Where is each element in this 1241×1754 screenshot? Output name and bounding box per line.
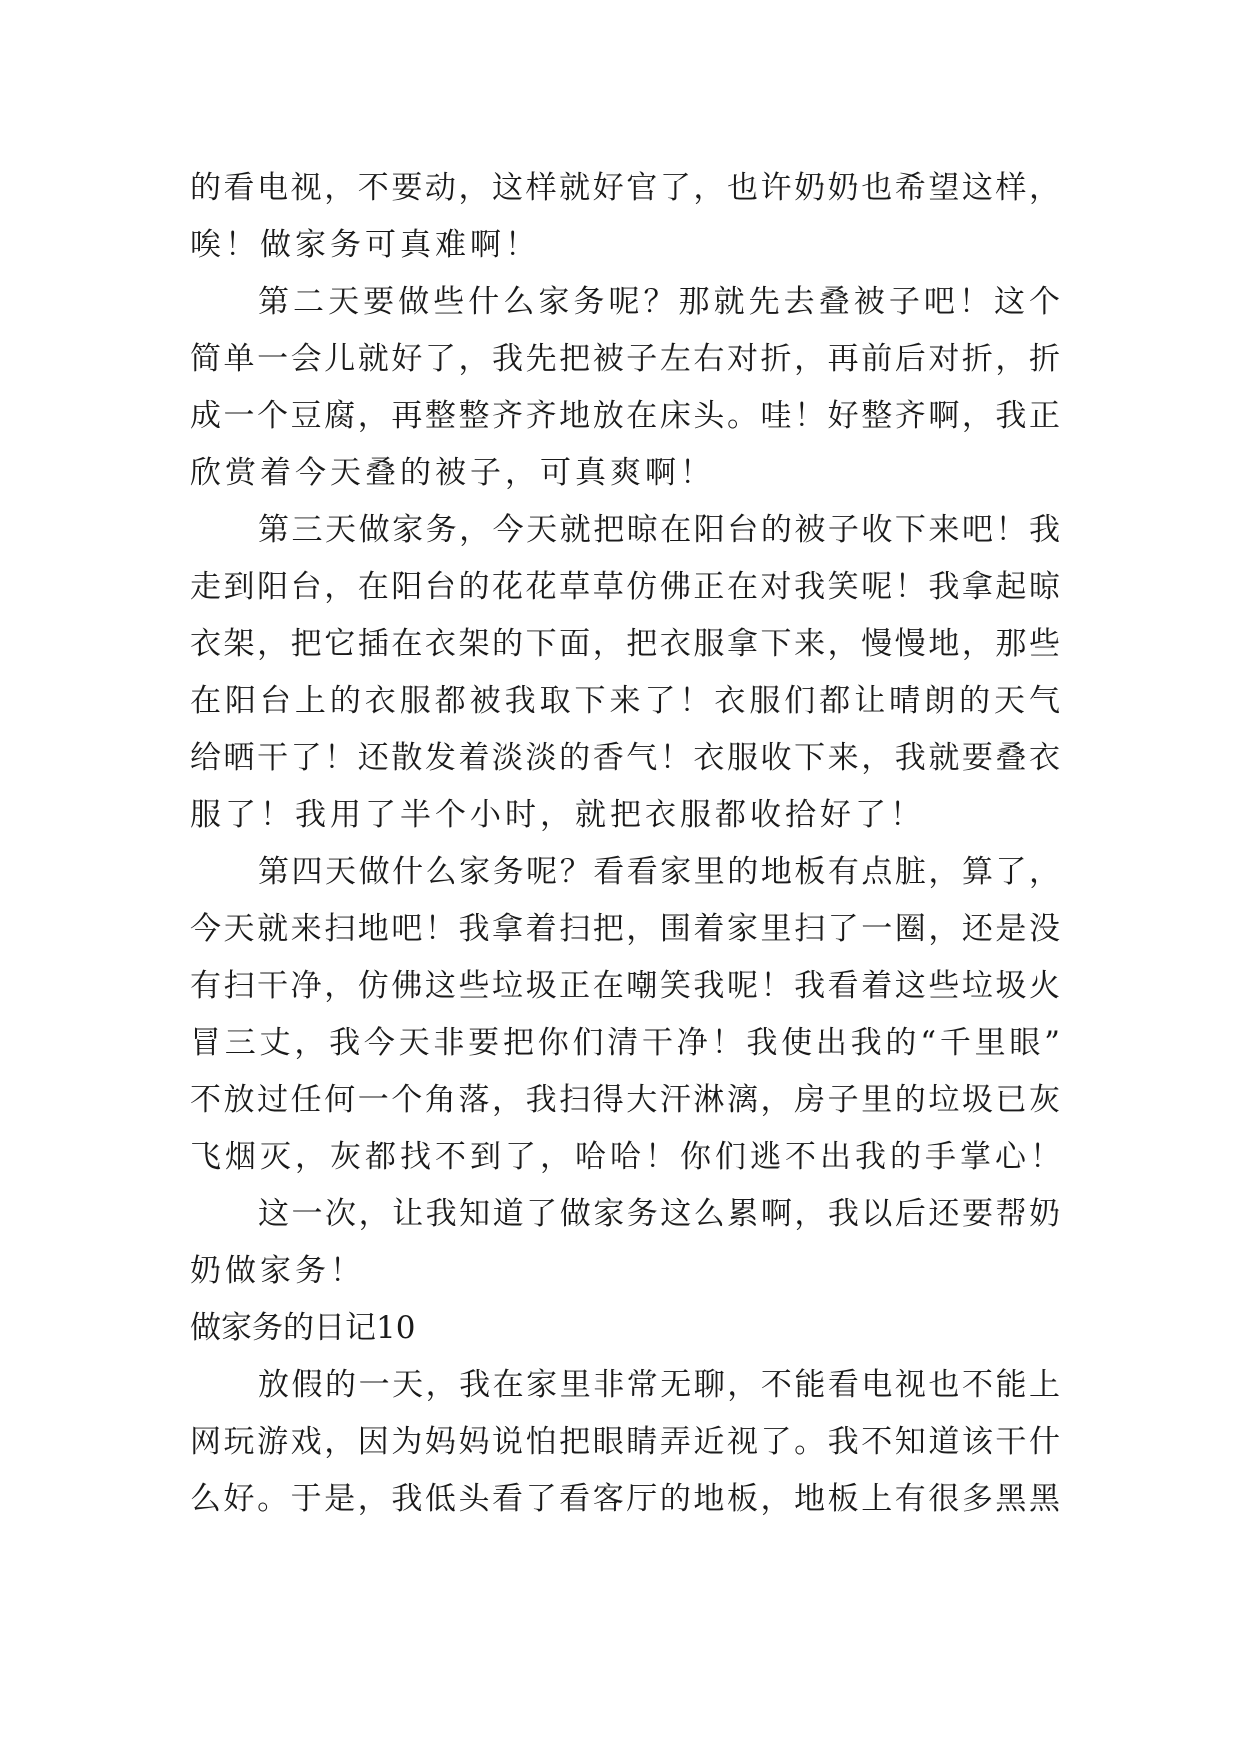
text-line: 的看电视，不要动，这样就好官了，也许奶奶也希望这样， bbox=[190, 170, 1060, 206]
text-line: 奶做家务！ bbox=[190, 1253, 365, 1289]
text-line: 网玩游戏，因为妈妈说怕把眼睛弄近视了。我不知道该干什 bbox=[190, 1424, 1060, 1460]
text-line: 今天就来扫地吧！我拿着扫把，围着家里扫了一圈，还是没 bbox=[190, 911, 1060, 947]
text-line: 服了！我用了半个小时，就把衣服都收拾好了！ bbox=[190, 797, 925, 833]
section-heading: 做家务的日记10 bbox=[190, 1310, 416, 1346]
text-line: 飞烟灭，灰都找不到了，哈哈！你们逃不出我的手掌心！ bbox=[190, 1139, 1065, 1175]
text-line: 唉！做家务可真难啊！ bbox=[190, 227, 540, 263]
text-line: 放假的一天，我在家里非常无聊，不能看电视也不能上 bbox=[258, 1367, 1060, 1403]
text-line: 第三天做家务，今天就把晾在阳台的被子收下来吧！我 bbox=[258, 512, 1060, 548]
text-line: 第四天做什么家务呢？看看家里的地板有点脏，算了， bbox=[258, 854, 1060, 890]
text-line: 衣架，把它插在衣架的下面，把衣服拿下来，慢慢地，那些 bbox=[190, 626, 1060, 662]
text-line: 第二天要做些什么家务呢？那就先去叠被子吧！这个 bbox=[258, 284, 1060, 320]
text-line: 欣赏着今天叠的被子，可真爽啊！ bbox=[190, 455, 715, 491]
text-line: 冒三丈，我今天非要把你们清干净！我使出我的“千里眼” bbox=[190, 1025, 1060, 1061]
text-line: 这一次，让我知道了做家务这么累啊，我以后还要帮奶 bbox=[258, 1196, 1060, 1232]
text-line: 在阳台上的衣服都被我取下来了！衣服们都让晴朗的天气 bbox=[190, 683, 1060, 719]
text-line: 么好。于是，我低头看了看客厅的地板，地板上有很多黑黑 bbox=[190, 1481, 1060, 1517]
text-line: 成一个豆腐，再整整齐齐地放在床头。哇！好整齐啊，我正 bbox=[190, 398, 1060, 434]
text-line: 不放过任何一个角落，我扫得大汗淋漓，房子里的垃圾已灰 bbox=[190, 1082, 1060, 1118]
text-line: 简单一会儿就好了，我先把被子左右对折，再前后对折，折 bbox=[190, 341, 1060, 377]
text-line: 给晒干了！还散发着淡淡的香气！衣服收下来，我就要叠衣 bbox=[190, 740, 1060, 776]
document-page bbox=[190, 160, 1065, 1528]
text-line: 走到阳台，在阳台的花花草草仿佛正在对我笑呢！我拿起晾 bbox=[190, 569, 1060, 605]
text-line: 有扫干净，仿佛这些垃圾正在嘲笑我呢！我看着这些垃圾火 bbox=[190, 968, 1060, 1004]
